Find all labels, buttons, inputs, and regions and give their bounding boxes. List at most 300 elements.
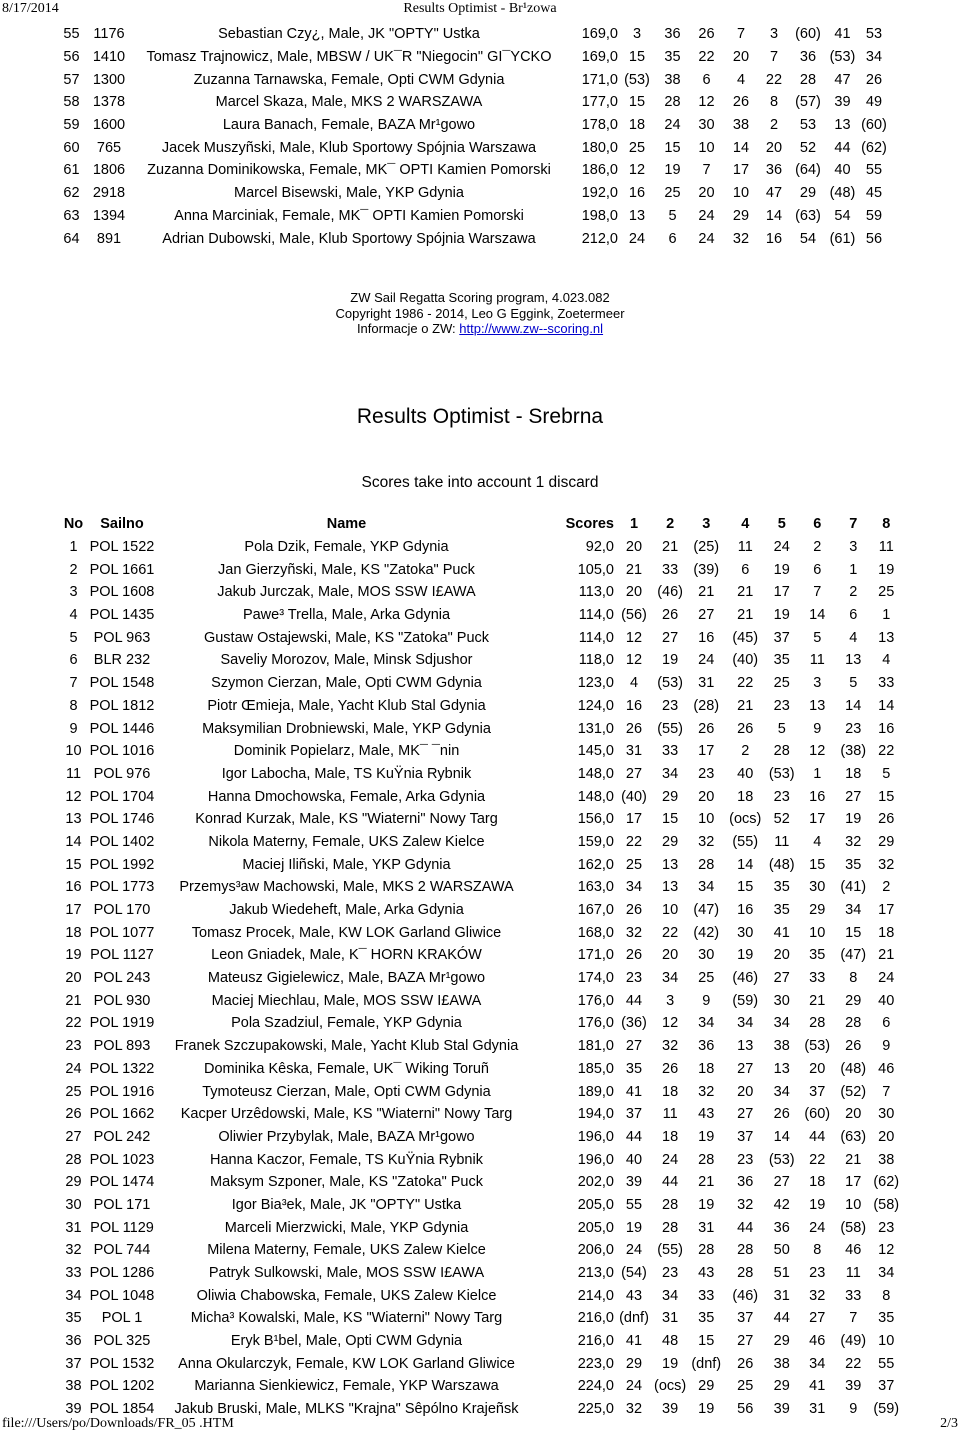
- cell-race-8: 7: [882, 1083, 891, 1100]
- cell-race-5: 38: [773, 1038, 790, 1055]
- cell-race-6: 1: [813, 765, 822, 782]
- cell-scores: 114,0: [578, 607, 614, 624]
- cell-race-2: 18: [662, 1083, 679, 1100]
- cell-race-6: 23: [809, 1265, 826, 1282]
- page-number: 2/3: [940, 1416, 958, 1431]
- cell-race-4: 22: [737, 675, 754, 692]
- cell-scores: 171,0: [581, 71, 618, 88]
- cell-race-1: 41: [625, 1083, 643, 1100]
- cell-race-6: 35: [809, 947, 826, 964]
- cell-race-5: 50: [773, 1242, 790, 1259]
- table-row: [60, 717, 901, 740]
- cell-scores: 185,0: [577, 1060, 614, 1077]
- cell-race-8: 23: [878, 1219, 895, 1236]
- cell-name: Konrad Kurzak, Male, KS "Wiaterni" Nowy Targ: [195, 811, 498, 828]
- cell-race-8: 16: [878, 720, 895, 737]
- cell-race-1: (40): [621, 788, 647, 805]
- cell-race-3: 43: [698, 1106, 715, 1123]
- table-row: [60, 808, 901, 831]
- table-row: [60, 626, 901, 649]
- cell-race-5: 51: [773, 1265, 790, 1282]
- cell-sailno: POL 1919: [89, 1015, 155, 1032]
- cell-no: 14: [65, 833, 82, 850]
- cell-race-8: 34: [878, 1265, 895, 1282]
- cell-race-5: 42: [773, 1196, 790, 1213]
- cell-race-2: 24: [664, 117, 681, 134]
- cell-race-1: (36): [621, 1015, 647, 1032]
- cell-sailno: POL 1661: [89, 561, 155, 578]
- header-sailno: Sailno: [100, 516, 144, 533]
- cell-race-1: 12: [625, 652, 643, 669]
- cell-race-8: 38: [878, 1151, 895, 1168]
- cell-race-4: 7: [736, 26, 746, 43]
- cell-name: Tomasz Trajnowicz, Male, MBSW / UK¯R "Niegocin" GI¯YCKO: [146, 49, 552, 66]
- cell-race-7: 13: [845, 652, 862, 669]
- cell-race-2: 31: [662, 1310, 679, 1327]
- cell-race-4: 26: [737, 720, 754, 737]
- cell-race-6: (63): [795, 207, 821, 224]
- cell-race-4: 6: [741, 561, 750, 578]
- cell-race-1: 32: [625, 924, 643, 941]
- header-race-8: 8: [882, 516, 891, 533]
- cell-name: Anna Marciniak, Female, MK¯ OPTI Kamien Pomorski: [174, 207, 524, 224]
- cell-race-7: 33: [845, 1287, 862, 1304]
- cell-race-4: 4: [736, 71, 746, 88]
- cell-race-6: 24: [809, 1219, 826, 1236]
- cell-race-5: 24: [773, 539, 790, 556]
- cell-sailno: POL 1048: [89, 1287, 155, 1304]
- cell-name: Oliwia Chabowska, Female, UKS Zalew Kielce: [196, 1287, 497, 1304]
- cell-scores: 180,0: [581, 139, 618, 156]
- cell-race-4: (ocs): [729, 811, 762, 828]
- cell-race-8: (58): [873, 1196, 900, 1213]
- cell-race-8: 20: [878, 1128, 895, 1145]
- cell-race-5: 35: [773, 652, 790, 669]
- cell-race-4: (55): [732, 833, 759, 850]
- cell-name: Hanna Kaczor, Female, TS KuŸnia Rybnik: [210, 1151, 483, 1168]
- cell-race-2: 48: [662, 1333, 679, 1350]
- header-name: Name: [326, 516, 367, 533]
- cell-race-1: 32: [625, 1401, 643, 1418]
- zw-scoring-link[interactable]: http://www.zw--scoring.nl: [459, 321, 604, 336]
- cell-race-7: 32: [845, 833, 862, 850]
- credits-program: ZW Sail Regatta Scoring program, 4.023.082: [350, 290, 610, 305]
- cell-race-1: 31: [625, 743, 643, 760]
- cell-race-4: 20: [732, 49, 750, 66]
- cell-race-6: 17: [809, 811, 826, 828]
- cell-race-6: 8: [813, 1242, 822, 1259]
- cell-race-6: 7: [813, 584, 822, 601]
- table-row: [60, 1262, 901, 1285]
- table-row: [56, 159, 889, 182]
- cell-scores: 118,0: [578, 652, 614, 669]
- cell-name: Gustaw Ostajewski, Male, KS "Zatoka" Puck: [203, 629, 490, 646]
- table-row: [56, 114, 889, 137]
- cell-no: 32: [65, 1242, 82, 1259]
- table-row: [60, 604, 901, 627]
- cell-race-2: 23: [662, 697, 679, 714]
- cell-race-2: 32: [662, 1038, 679, 1055]
- cell-scores: 148,0: [577, 788, 614, 805]
- cell-name: Laura Banach, Female, BAZA Mr¹gowo: [222, 117, 476, 134]
- cell-race-3: 15: [698, 1333, 715, 1350]
- cell-race-7: 4: [849, 629, 858, 646]
- cell-sailno: POL 242: [93, 1128, 151, 1145]
- cell-no: 25: [65, 1083, 82, 1100]
- table-row: [60, 1375, 901, 1398]
- cell-race-1: (53): [624, 71, 650, 88]
- cell-name: Maksymilian Drobniewski, Male, YKP Gdynia: [202, 720, 491, 737]
- cell-race-1: 29: [625, 1355, 643, 1372]
- cell-race-4: 15: [737, 879, 754, 896]
- cell-scores: 92,0: [585, 539, 614, 556]
- cell-name: Marceli Mierzwicki, Male, YKP Gdynia: [224, 1219, 469, 1236]
- cell-name: Kacper Urzêdowski, Male, KS "Wiaterni" Nowy Targ: [180, 1106, 513, 1123]
- cell-race-3: 31: [698, 1219, 715, 1236]
- section-title: Results Optimist - Srebrna: [356, 405, 604, 428]
- cell-race-3: 34: [698, 1015, 715, 1032]
- cell-race-8: 29: [878, 833, 895, 850]
- table-row: [60, 695, 901, 718]
- cell-race-7: 39: [845, 1378, 862, 1395]
- cell-race-4: 13: [737, 1038, 754, 1055]
- cell-no: 11: [65, 765, 82, 782]
- cell-race-5: 19: [773, 561, 790, 578]
- cell-race-2: 33: [662, 561, 679, 578]
- cell-race-2: 28: [662, 1219, 679, 1236]
- cell-name: Marcel Bisewski, Male, YKP Gdynia: [234, 185, 464, 202]
- cell-race-4: 11: [737, 539, 753, 556]
- cell-race-1: 20: [625, 584, 643, 601]
- cell-race-1: 16: [625, 697, 643, 714]
- cell-race-6: 10: [809, 924, 826, 941]
- cell-race-5: 11: [774, 833, 790, 850]
- cell-race-5: 5: [777, 720, 786, 737]
- cell-race-3: 24: [698, 230, 715, 247]
- cell-sailno: POL 976: [93, 765, 151, 782]
- cell-race-6: 18: [809, 1174, 826, 1191]
- cell-sailno: POL 1402: [89, 833, 155, 850]
- cell-race-8: 33: [878, 675, 895, 692]
- table-row: [60, 876, 901, 899]
- cell-race-1: 27: [625, 1038, 643, 1055]
- cell-race-5: 27: [773, 970, 790, 987]
- cell-race-2: 20: [662, 947, 679, 964]
- cell-no: 4: [69, 607, 78, 624]
- cell-sailno: POL 1: [101, 1310, 143, 1327]
- cell-race-4: 40: [737, 765, 754, 782]
- cell-name: Jan Gierzyñski, Male, KS "Zatoka" Puck: [218, 561, 475, 578]
- cell-race-2: 19: [662, 652, 679, 669]
- cell-race-1: 37: [625, 1106, 643, 1123]
- cell-sailno: POL 1532: [89, 1355, 155, 1372]
- cell-scores: 145,0: [577, 743, 614, 760]
- cell-race-7: 17: [845, 1174, 862, 1191]
- cell-race-2: 35: [664, 49, 681, 66]
- cell-name: Milena Materny, Female, UKS Zalew Kielce: [207, 1242, 486, 1259]
- cell-race-5: 41: [773, 924, 790, 941]
- cell-race-7: 8: [849, 970, 858, 987]
- cell-race-5: 38: [773, 1355, 790, 1372]
- cell-race-2: 22: [662, 924, 679, 941]
- cell-race-8: 8: [882, 1287, 891, 1304]
- cell-race-6: (60): [795, 26, 821, 43]
- cell-race-4: 26: [732, 94, 750, 111]
- cell-name: Maciej Miechlau, Male, MOS SSW I£AWA: [211, 992, 482, 1009]
- cell-race-8: 25: [878, 584, 895, 601]
- table-row: [60, 967, 901, 990]
- cell-race-6: 9: [813, 720, 822, 737]
- cell-no: 17: [65, 902, 82, 919]
- cell-race-6: 44: [809, 1128, 826, 1145]
- cell-race-7: 3: [849, 539, 858, 556]
- cell-sailno: POL 1435: [89, 607, 155, 624]
- cell-race-2: (55): [657, 720, 684, 737]
- cell-sailno: 1600: [92, 117, 126, 134]
- cell-race-5: 29: [773, 1378, 790, 1395]
- cell-no: 59: [63, 117, 80, 134]
- cell-race-1: 16: [628, 185, 646, 202]
- cell-race-8: (62): [861, 139, 887, 156]
- cell-race-6: 27: [809, 1310, 826, 1327]
- cell-race-2: 44: [662, 1174, 679, 1191]
- cell-no: 18: [65, 924, 82, 941]
- cell-no: 15: [65, 856, 82, 873]
- cell-race-7: 15: [845, 924, 862, 941]
- table-row: [60, 831, 901, 854]
- cell-no: 37: [65, 1355, 82, 1372]
- cell-sailno: POL 325: [93, 1333, 151, 1350]
- cell-race-7: 14: [845, 697, 862, 714]
- cell-name: Dominik Popielarz, Male, MK¯ ¯nin: [233, 743, 460, 760]
- cell-race-6: 36: [799, 49, 817, 66]
- cell-race-5: 23: [773, 788, 790, 805]
- header-race-4: 4: [741, 516, 750, 533]
- table-row: [56, 91, 889, 114]
- cell-race-8: 24: [878, 970, 895, 987]
- table-row: [60, 921, 901, 944]
- cell-race-1: 27: [625, 765, 643, 782]
- cell-sailno: POL 1446: [89, 720, 155, 737]
- table-row: [60, 1035, 901, 1058]
- cell-no: 34: [65, 1287, 82, 1304]
- cell-race-5: 34: [773, 1015, 790, 1032]
- cell-race-5: 16: [765, 230, 783, 247]
- cell-race-3: 16: [698, 629, 715, 646]
- cell-race-4: 21: [737, 607, 754, 624]
- cell-sailno: POL 1322: [89, 1060, 155, 1077]
- cell-race-7: (53): [829, 49, 856, 66]
- cell-race-1: 26: [625, 947, 643, 964]
- header-no: No: [63, 516, 84, 533]
- cell-race-6: 4: [813, 833, 822, 850]
- cell-sailno: POL 893: [93, 1038, 151, 1055]
- cell-name: Eryk B¹bel, Male, Opti CWM Gdynia: [230, 1333, 463, 1350]
- cell-race-5: 36: [773, 1219, 790, 1236]
- cell-race-2: 5: [668, 207, 677, 224]
- cell-race-6: 15: [809, 856, 826, 873]
- header-scores: Scores: [565, 516, 614, 533]
- cell-race-6: 41: [809, 1378, 826, 1395]
- cell-race-6: 3: [813, 675, 822, 692]
- table-row: [56, 182, 889, 205]
- cell-sailno: POL 1077: [89, 924, 155, 941]
- cell-scores: 189,0: [577, 1083, 614, 1100]
- cell-race-3: 18: [698, 1060, 715, 1077]
- cell-race-4: 14: [737, 856, 754, 873]
- cell-race-8: 12: [878, 1242, 895, 1259]
- cell-name: Igor Labocha, Male, TS KuŸnia Rybnik: [221, 765, 472, 782]
- cell-race-4: 32: [737, 1196, 754, 1213]
- table-header-row: [60, 513, 901, 536]
- cell-race-3: 24: [698, 652, 715, 669]
- cell-race-7: 20: [845, 1106, 862, 1123]
- cell-race-7: (48): [829, 185, 856, 202]
- cell-no: 39: [65, 1401, 82, 1418]
- cell-sailno: POL 1608: [89, 584, 155, 601]
- cell-race-7: (48): [840, 1060, 867, 1077]
- cell-sailno: POL 243: [93, 970, 151, 987]
- cell-no: 9: [69, 720, 78, 737]
- cell-no: 56: [63, 49, 80, 66]
- cell-race-8: 22: [878, 743, 895, 760]
- file-path: file:///Users/po/Downloads/FR_05 .HTM: [2, 1416, 234, 1431]
- table-row: [60, 1103, 901, 1126]
- cell-race-4: (46): [732, 970, 759, 987]
- cell-race-6: 20: [809, 1060, 826, 1077]
- cell-race-7: (63): [840, 1128, 867, 1145]
- cell-race-2: 33: [662, 743, 679, 760]
- cell-race-3: 21: [698, 584, 715, 601]
- cell-race-5: 19: [773, 607, 790, 624]
- cell-sailno: 765: [96, 139, 122, 156]
- cell-race-4: 20: [737, 1083, 754, 1100]
- cell-race-5: 37: [773, 629, 790, 646]
- section-subtitle: Scores take into account 1 discard: [361, 474, 599, 491]
- cell-name: Szymon Cierzan, Male, Opti CWM Gdynia: [211, 675, 482, 692]
- cell-race-8: 5: [882, 765, 891, 782]
- cell-no: 20: [65, 970, 82, 987]
- cell-scores: 131,0: [577, 720, 614, 737]
- cell-no: 27: [65, 1128, 82, 1145]
- cell-race-3: 27: [698, 607, 715, 624]
- cell-race-6: 19: [809, 1196, 826, 1213]
- cell-name: Piotr Œmieja, Male, Yacht Klub Stal Gdynia: [207, 697, 486, 714]
- cell-race-5: 39: [773, 1401, 790, 1418]
- cell-race-7: 22: [845, 1355, 862, 1372]
- cell-scores: 163,0: [577, 879, 614, 896]
- cell-race-8: 17: [878, 902, 895, 919]
- cell-race-5: 52: [773, 811, 790, 828]
- cell-no: 62: [63, 185, 80, 202]
- cell-name: Saveliy Morozov, Male, Minsk Sdjushor: [220, 652, 473, 669]
- cell-scores: 212,0: [581, 230, 618, 247]
- cell-race-8: 13: [878, 629, 895, 646]
- cell-no: 12: [65, 788, 82, 805]
- cell-race-8: 6: [882, 1015, 891, 1032]
- cell-race-7: 26: [845, 1038, 862, 1055]
- results-table-brazowa-continued: [56, 23, 889, 250]
- cell-race-6: (53): [804, 1038, 831, 1055]
- table-row: [60, 763, 901, 786]
- cell-scores: 206,0: [577, 1242, 614, 1259]
- cell-race-7: (38): [840, 743, 867, 760]
- cell-name: Micha³ Kowalski, Male, KS "Wiaterni" Nowy Targ: [190, 1310, 503, 1327]
- cell-race-2: 11: [662, 1106, 678, 1123]
- cell-race-2: 26: [662, 607, 679, 624]
- cell-race-3: 29: [698, 1378, 715, 1395]
- table-row: [60, 899, 901, 922]
- cell-race-7: 44: [834, 139, 851, 156]
- cell-race-5: (53): [768, 1151, 795, 1168]
- cell-race-8: 21: [878, 947, 895, 964]
- table-row: [60, 1148, 901, 1171]
- cell-race-5: 44: [773, 1310, 790, 1327]
- cell-race-3: 19: [698, 1401, 715, 1418]
- header-race-5: 5: [777, 516, 786, 533]
- cell-race-4: 19: [737, 947, 754, 964]
- cell-no: 7: [69, 675, 78, 692]
- cell-race-5: 17: [773, 584, 790, 601]
- cell-no: 61: [63, 162, 80, 179]
- cell-race-8: 18: [878, 924, 895, 941]
- cell-no: 23: [65, 1038, 82, 1055]
- cell-race-4: 28: [737, 1265, 754, 1282]
- table-row: [60, 1080, 901, 1103]
- cell-no: 29: [65, 1174, 82, 1191]
- cell-race-5: 23: [773, 697, 790, 714]
- cell-race-2: 15: [662, 811, 679, 828]
- cell-scores: 159,0: [577, 833, 614, 850]
- cell-race-7: 10: [845, 1196, 862, 1213]
- cell-sailno: 2918: [92, 185, 126, 202]
- cell-race-2: 19: [662, 1355, 679, 1372]
- cell-race-2: 6: [668, 230, 677, 247]
- cell-race-1: 23: [625, 970, 643, 987]
- cell-race-2: 36: [664, 26, 681, 43]
- cell-scores: 167,0: [577, 902, 614, 919]
- cell-race-7: (49): [840, 1333, 867, 1350]
- cell-sailno: POL 1704: [89, 788, 155, 805]
- cell-race-3: 9: [702, 992, 711, 1009]
- cell-scores: 176,0: [577, 992, 614, 1009]
- cell-race-3: 12: [698, 94, 715, 111]
- cell-race-2: 24: [662, 1151, 679, 1168]
- cell-race-2: 29: [662, 788, 679, 805]
- cell-sailno: POL 171: [93, 1196, 151, 1213]
- cell-scores: 105,0: [577, 561, 614, 578]
- cell-no: 58: [63, 94, 80, 111]
- cell-no: 28: [65, 1151, 82, 1168]
- cell-race-2: 38: [664, 71, 681, 88]
- cell-sailno: POL 1773: [89, 879, 155, 896]
- cell-scores: 174,0: [577, 970, 614, 987]
- cell-no: 19: [65, 947, 82, 964]
- cell-race-4: 26: [737, 1355, 754, 1372]
- cell-race-2: 29: [662, 833, 679, 850]
- cell-race-3: 26: [698, 720, 715, 737]
- cell-race-2: 13: [662, 856, 679, 873]
- cell-race-5: 27: [773, 1174, 790, 1191]
- cell-race-8: 46: [878, 1060, 895, 1077]
- cell-race-1: 44: [625, 1128, 643, 1145]
- cell-race-3: 23: [698, 765, 715, 782]
- cell-race-1: 41: [625, 1333, 643, 1350]
- cell-race-5: 14: [765, 207, 783, 224]
- cell-race-4: 27: [737, 1333, 754, 1350]
- cell-name: Hanna Dmochowska, Female, Arka Gdynia: [207, 788, 486, 805]
- cell-race-5: 47: [765, 185, 783, 202]
